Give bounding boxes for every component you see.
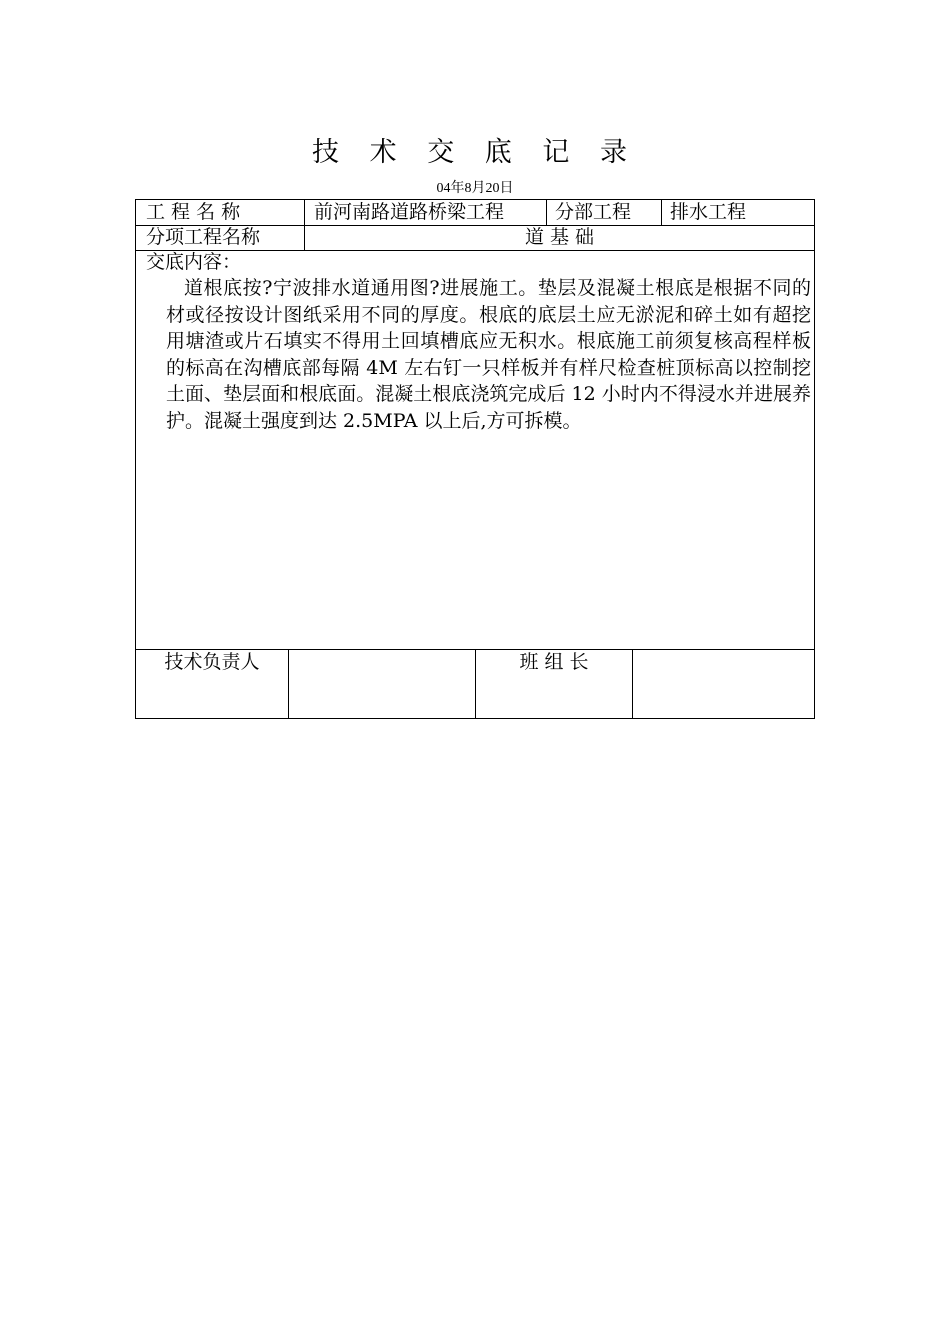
subitem-value: 道 基 础 — [524, 226, 595, 248]
project-name-value: 前河南路道路桥梁工程 — [314, 201, 505, 223]
disclosure-form-table — [135, 199, 815, 719]
division-value: 排水工程 — [670, 201, 747, 223]
subitem-label: 分项工程名称 — [146, 226, 261, 248]
column-divider — [632, 649, 633, 719]
tech-lead-label: 技术负责人 — [164, 651, 260, 673]
document-date: 04年8月20日 — [436, 181, 514, 196]
project-name-label: 工 程 名 称 — [146, 201, 241, 223]
column-divider — [288, 649, 289, 719]
column-divider — [546, 200, 547, 225]
division-label: 分部工程 — [555, 201, 632, 223]
content-label: 交底内容： — [146, 251, 242, 273]
column-divider — [661, 200, 662, 225]
content-text: 道根底按?宁波排水道通用图?进展施工。垫层及混凝土根底是根据不同的材或径按设计图纸采用不同的厚度。根底的底层土应无淤泥和碎土如有超挖用塘渣或片石填实不得用土回填槽底应无积水。根底施工前须复核高程样板的标高在沟槽底部每隔 4M 左右钉一只样板并有样尺检查桩顶标高以控制挖土面、垫层面和根底面。混凝土根底浇筑完成后 12 小时内不得浸水并进展养护。混凝土强度到达 2.5MPA 以上后,方可拆模。 — [166, 277, 811, 432]
document-title: 技 术 交 底 记 录 — [312, 137, 638, 168]
team-leader-label: 班 组 长 — [519, 651, 589, 673]
